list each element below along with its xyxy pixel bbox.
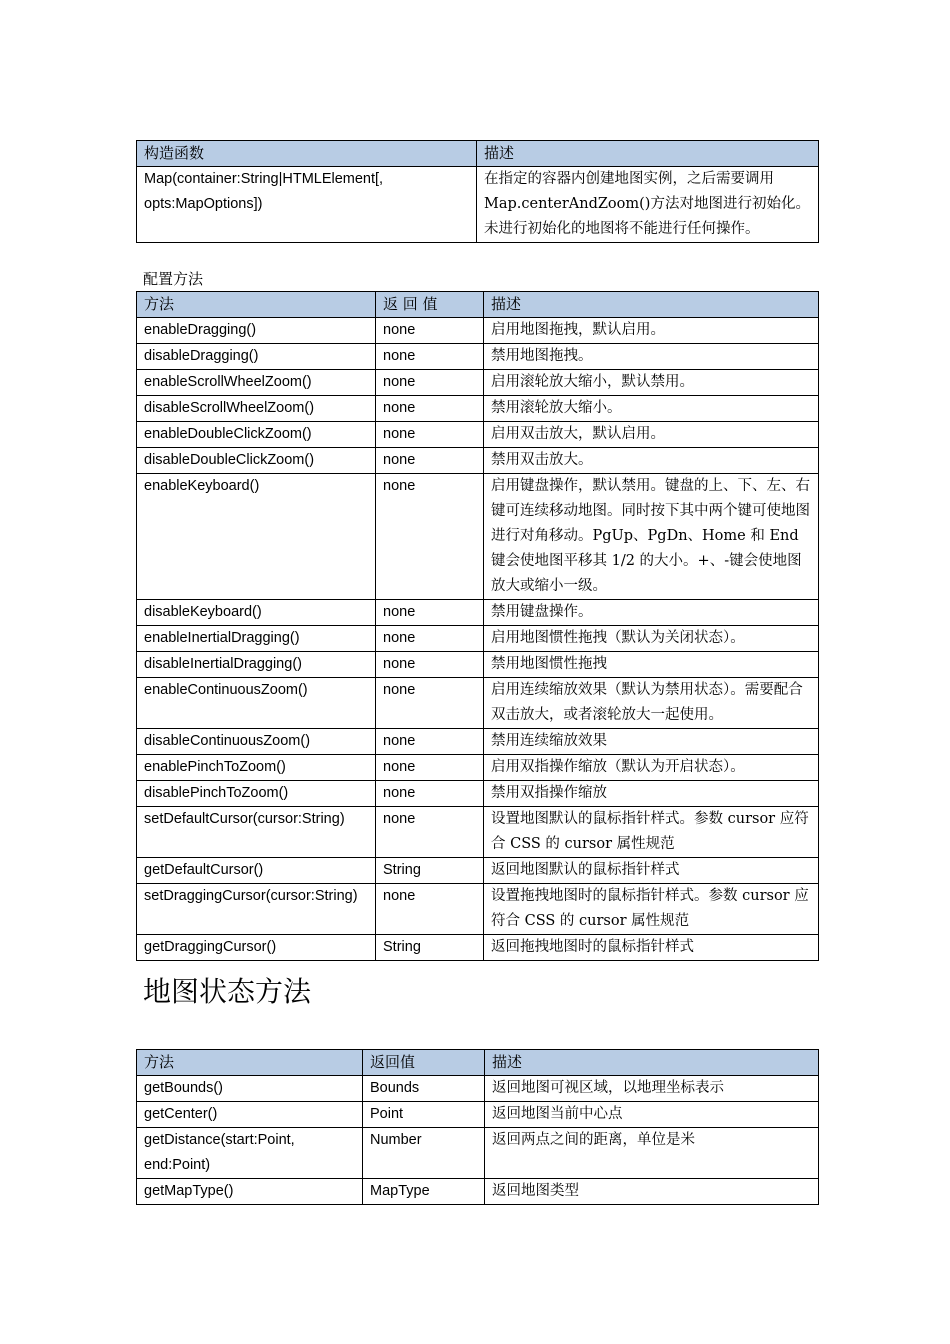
method-cell: getDraggingCursor() [137,935,376,961]
description-cell: 禁用地图拖拽。 [484,344,819,370]
description-cell: 启用连续缩放效果（默认为禁用状态）。需要配合双击放大，或者滚轮放大一起使用。 [484,678,819,729]
description-cell: 禁用双击放大。 [484,448,819,474]
section-heading: 地图状态方法 [143,975,312,1008]
method-cell: getBounds() [137,1076,363,1102]
method-cell: enableInertialDragging() [137,626,376,652]
method-cell: getCenter() [137,1102,363,1128]
return-cell: none [376,318,484,344]
return-cell: Point [363,1102,485,1128]
description-cell: 启用地图拖拽，默认启用。 [484,318,819,344]
return-cell: Number [363,1128,485,1179]
return-cell: none [376,344,484,370]
description-cell: 禁用双指操作缩放 [484,781,819,807]
description-cell: 启用地图惯性拖拽（默认为关闭状态）。 [484,626,819,652]
method-cell: setDefaultCursor(cursor:String) [137,807,376,858]
return-cell: none [376,678,484,729]
return-cell: MapType [363,1179,485,1205]
return-cell: none [376,626,484,652]
constructor-table [136,140,819,243]
method-cell: getDistance(start:Point, end:Point) [137,1128,363,1179]
config-methods-table [136,291,819,961]
table-row [137,884,819,935]
description-cell: 设置地图默认的鼠标指针样式。参数 cursor 应符合 CSS 的 cursor 属性规范 [484,807,819,858]
table-header-row [137,141,819,167]
table-row [137,474,819,600]
return-cell: none [376,781,484,807]
description-cell: 启用滚轮放大缩小，默认禁用。 [484,370,819,396]
table-row [137,448,819,474]
method-cell: enableDragging() [137,318,376,344]
method-cell: enableKeyboard() [137,474,376,600]
description-cell: 返回拖拽地图时的鼠标指针样式 [484,935,819,961]
table-row [137,755,819,781]
method-cell: enablePinchToZoom() [137,755,376,781]
return-cell: none [376,652,484,678]
description-cell: 返回地图类型 [485,1179,819,1205]
method-cell: enableScrollWheelZoom() [137,370,376,396]
description-cell: 禁用地图惯性拖拽 [484,652,819,678]
description-cell: 启用双指操作缩放（默认为开启状态）。 [484,755,819,781]
table-row [137,652,819,678]
table-row [137,1076,819,1102]
table-row [137,858,819,884]
description-cell: 启用键盘操作，默认禁用。键盘的上、下、左、右键可连续移动地图。同时按下其中两个键可使地图进行对角移动。PgUp、PgDn、Home 和 End 键会使地图平移其 1/2 的大小。+、-键会使地图放大或缩小一级。 [484,474,819,600]
table-row [137,807,819,858]
return-cell: none [376,448,484,474]
return-cell: none [376,422,484,448]
table-row [137,344,819,370]
method-cell: getDefaultCursor() [137,858,376,884]
method-cell: disableScrollWheelZoom() [137,396,376,422]
table-row [137,422,819,448]
column-header: 描述 [485,1050,819,1076]
table-row [137,1128,819,1179]
state-methods-table [136,1049,819,1205]
description-cell: 禁用滚轮放大缩小。 [484,396,819,422]
description-cell: 返回地图当前中心点 [485,1102,819,1128]
return-cell: String [376,935,484,961]
table-row [137,370,819,396]
column-header: 构造函数 [137,141,477,167]
column-header: 描述 [477,141,819,167]
description-cell: 禁用连续缩放效果 [484,729,819,755]
method-cell: setDraggingCursor(cursor:String) [137,884,376,935]
description-cell: 禁用键盘操作。 [484,600,819,626]
description-cell: 返回地图可视区域，以地理坐标表示 [485,1076,819,1102]
return-cell: none [376,755,484,781]
table-row [137,600,819,626]
table-row [137,1102,819,1128]
column-header: 方法 [137,1050,363,1076]
return-cell: none [376,729,484,755]
table-header-row [137,292,819,318]
description-cell: 设置拖拽地图时的鼠标指针样式。参数 cursor 应符合 CSS 的 cursor 属性规范 [484,884,819,935]
column-header: 描述 [484,292,819,318]
column-header: 方法 [137,292,376,318]
return-cell: Bounds [363,1076,485,1102]
constructor-signature: Map(container:String|HTMLElement[, opts:MapOptions]) [137,167,477,243]
table-row [137,1179,819,1205]
method-cell: disableContinuousZoom() [137,729,376,755]
table-row [137,729,819,755]
method-cell: disableKeyboard() [137,600,376,626]
return-cell: none [376,807,484,858]
method-cell: enableDoubleClickZoom() [137,422,376,448]
return-cell: String [376,858,484,884]
return-cell: none [376,396,484,422]
return-cell: none [376,600,484,626]
description-cell: 启用双击放大，默认启用。 [484,422,819,448]
table-row [137,318,819,344]
description-cell: 返回地图默认的鼠标指针样式 [484,858,819,884]
description-cell: 返回两点之间的距离，单位是米 [485,1128,819,1179]
table-row [137,167,819,243]
return-cell: none [376,370,484,396]
method-cell: disableDragging() [137,344,376,370]
method-cell: disableInertialDragging() [137,652,376,678]
section-caption: 配置方法 [143,270,204,288]
method-cell: disablePinchToZoom() [137,781,376,807]
table-row [137,396,819,422]
table-row [137,781,819,807]
constructor-description: 在指定的容器内创建地图实例，之后需要调用 Map.centerAndZoom()方法对地图进行初始化。未进行初始化的地图将不能进行任何操作。 [477,167,819,243]
method-cell: disableDoubleClickZoom() [137,448,376,474]
table-header-row [137,1050,819,1076]
return-cell: none [376,884,484,935]
column-header: 返回值 [363,1050,485,1076]
column-header: 返 回 值 [376,292,484,318]
method-cell: getMapType() [137,1179,363,1205]
return-cell: none [376,474,484,600]
table-row [137,678,819,729]
method-cell: enableContinuousZoom() [137,678,376,729]
table-row [137,626,819,652]
table-row [137,935,819,961]
